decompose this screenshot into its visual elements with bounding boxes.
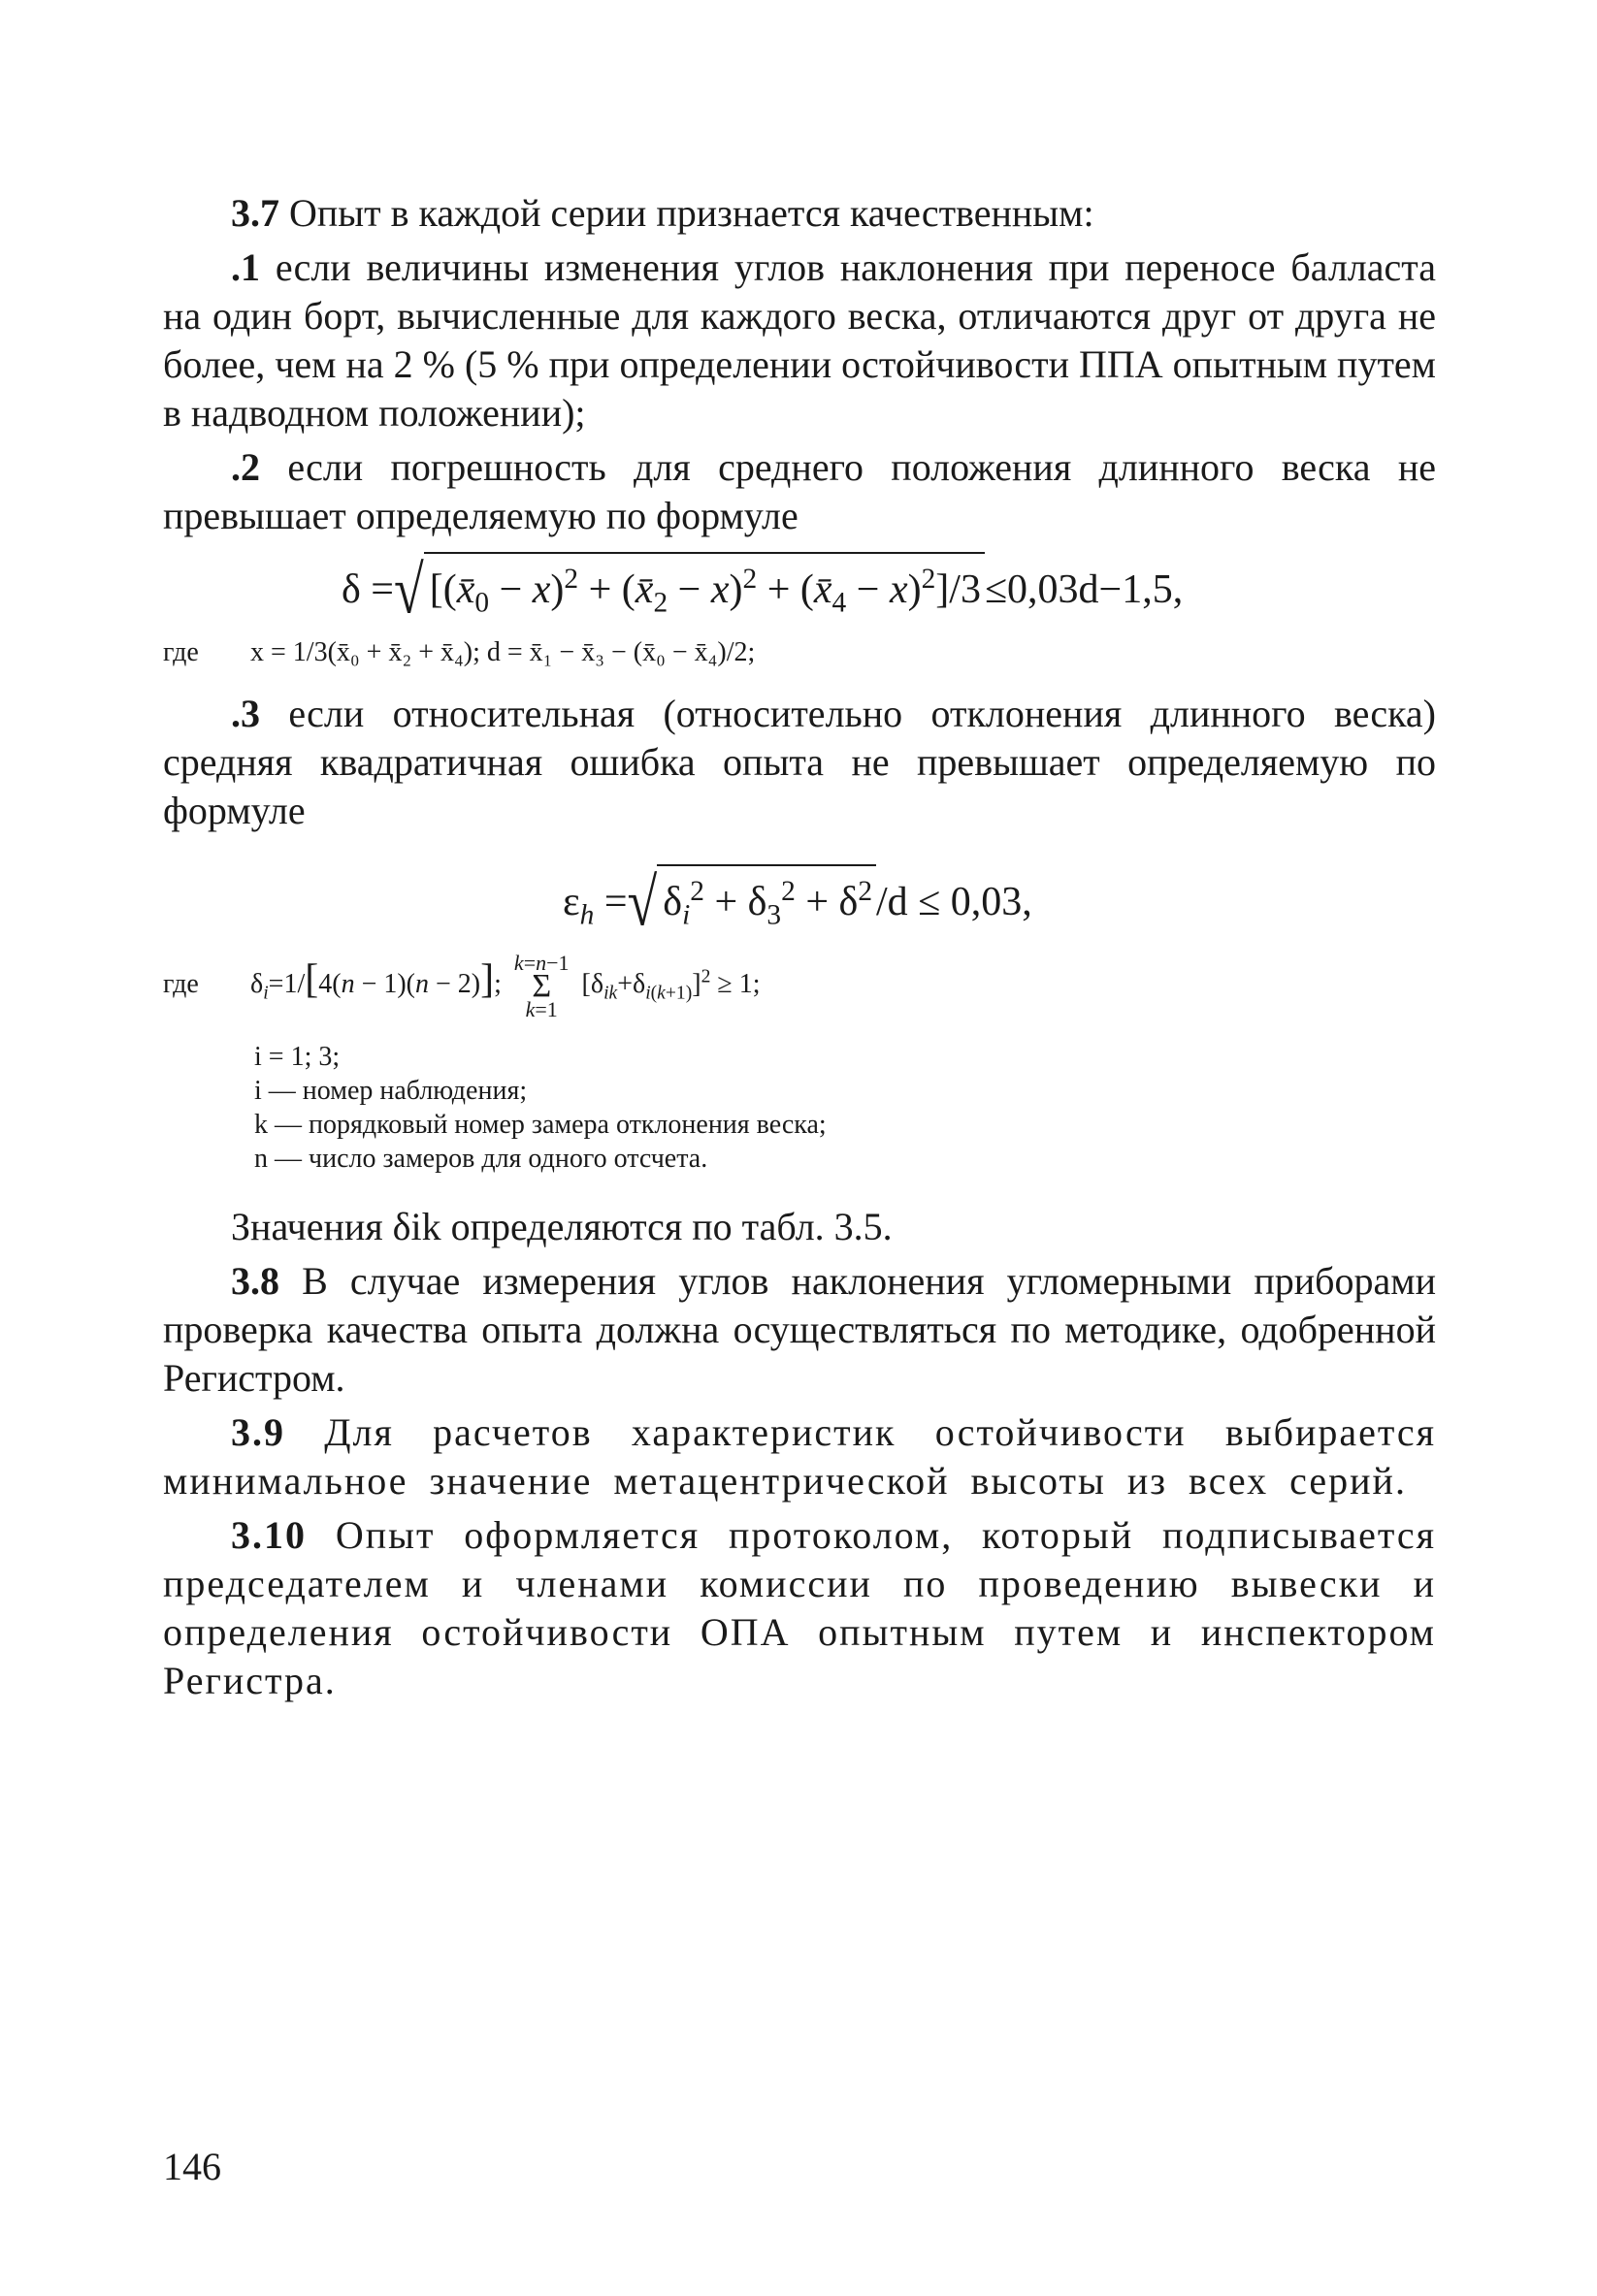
where-definition: x = 1/3(x̄₀ + x̄₂ + x̄₄); d = x̄₁ − x̄₃ − (x̄₀ − x̄₄)/2; [250,637,756,668]
where-label: где [163,637,199,668]
where-clause-1 [163,635,1436,670]
document-page [163,189,1436,1711]
formula-rhs: ≤0,03d−1,5, [984,567,1184,612]
item-2 [163,443,1436,540]
item-number: .3 [231,692,260,736]
legend-line: k — порядковый номер замера отклонения веска; [254,1109,827,1140]
paragraph-text: В случае измерения углов наклонения угломерными приборами проверка качества опыта должна осуществляться по методике, одобренной Регистром. [163,1258,1436,1400]
item-number: .1 [231,245,260,289]
formula-lhs: δ = [342,567,394,612]
section-number: 3.7 [231,191,279,235]
paragraph-text: если погрешность для среднего положения длинного веска не превышает определяемую по формуле [163,445,1436,537]
paragraph-text: Опыт в каждой серии признается качественным: [279,191,1094,235]
paragraph-text: если величины изменения углов наклонения при переносе балласта на один борт, вычисленные для каждого веска, отличаются друг от друга не более, чем на 2 % (5 % при определении остойчивости ППА опытным путем в надводном положении); [163,245,1436,435]
summation-sign: k=n−1 Σ k=1 [513,950,570,1021]
item-1 [163,243,1436,437]
section-3-7 [163,189,1436,238]
where-clause-2 [163,950,1436,1021]
radical-sign: √ [627,865,658,942]
paragraph-text: если относительная (относительно отклонения длинного веска) средняя квадратичная ошибка опыта не превышает определяемую по формуле [163,692,1436,833]
section-3-10 [163,1511,1436,1705]
section-3-9 [163,1408,1436,1505]
paragraph-text: Для расчетов характеристик остойчивости выбирается минимальное значение метацентрической высоты из всех серий. [163,1409,1436,1503]
where-label: где [163,969,199,1000]
formula-radicand: [$(x̄_0 - x)^2$ + $(x̄_2 - x)^2$ + $(x̄_4 - x)^2]/3$ [424,552,985,628]
legend-line: i = 1; 3; [254,1041,341,1072]
formula-epsilon [163,864,1436,944]
formula-lhs: $\varepsilon_h$ = [563,880,628,931]
paragraph-text: Опыт оформляется протоколом, который подписывается председателем и членами комиссии по проведению вывески и определения остойчивости ОПА опытным путем и инспектором Регистра. [163,1512,1436,1702]
where-definition: $\delta_i=1/[4(n - 1)(n - 2)]$; k=n−1 Σ k=1 $[\delta_{ik}+\delta_{i(k+1)}]^2 \ge 1$; [250,950,761,1021]
section-number: 3.9 [231,1409,285,1454]
legend-line: i — номер наблюдения; [254,1075,528,1106]
section-3-8 [163,1257,1436,1403]
legend-line: n — число замеров для одного отсчета. [254,1143,708,1174]
formula-delta [163,552,1436,628]
formula-rhs: /d ≤ 0,03, [876,880,1032,925]
formula-radicand: $\delta_i^2 + \delta_3^2 + \delta^2$ [657,864,876,940]
item-number: .2 [231,445,260,489]
variable-legend [163,1040,1436,1176]
radical-sign: √ [393,553,424,629]
values-note: Значения δik определяются по табл. 3.5. [231,1204,893,1248]
item-3 [163,690,1436,835]
page-number: 146 [163,2145,221,2188]
section-number: 3.10 [231,1512,307,1557]
section-number: 3.8 [231,1258,279,1303]
